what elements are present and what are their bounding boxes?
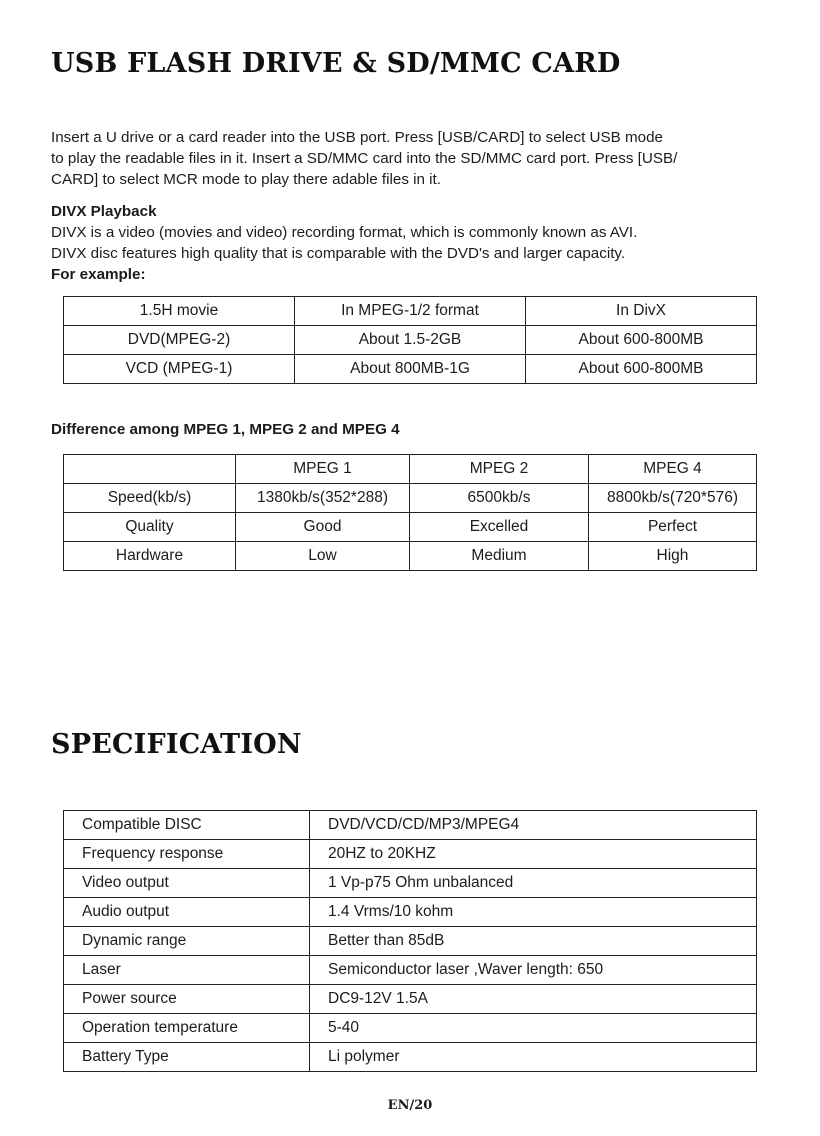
table-cell: In DivX [526,297,757,326]
spec-value: 1 Vp-p75 Ohm unbalanced [310,869,757,898]
spec-label: Compatible DISC [64,811,310,840]
spec-heading: SPECIFICATION [51,729,302,760]
table-row [64,898,757,927]
usb-heading: USB FLASH DRIVE & SD/MMC CARD [51,48,621,79]
table-row [64,956,757,985]
table-cell: 8800kb/s(720*576) [589,484,757,513]
table-cell: In MPEG-1/2 format [295,297,526,326]
table-cell: Excelled [410,513,589,542]
spec-value: Li polymer [310,1043,757,1072]
table-cell: Hardware [64,542,236,571]
spec-value: DC9-12V 1.5A [310,985,757,1014]
spec-label: Laser [64,956,310,985]
spec-value: Semiconductor laser ,Waver length: 650 [310,956,757,985]
usb-intro-line: to play the readable files in it. Insert a SD/MMC card into the SD/MMC card port. Press [USB/ [51,150,678,167]
page-number: EN/20 [387,1098,433,1113]
table-cell [64,455,236,484]
table-row [64,927,757,956]
spec-label: Power source [64,985,310,1014]
table-cell: About 600-800MB [526,326,757,355]
spec-value: DVD/VCD/CD/MP3/MPEG4 [310,811,757,840]
table-cell: MPEG 2 [410,455,589,484]
spec-value: 20HZ to 20KHZ [310,840,757,869]
table-cell: 6500kb/s [410,484,589,513]
table-row [64,542,757,571]
spec-label: Audio output [64,898,310,927]
divx-line: DIVX disc features high quality that is comparable with the DVD's and larger capacity. [51,245,626,262]
table-cell: About 800MB-1G [295,355,526,384]
divx-line: DIVX is a video (movies and video) recording format, which is commonly known as AVI. [51,224,638,241]
table-row [64,484,757,513]
mpeg-heading: Difference among MPEG 1, MPEG 2 and MPEG 4 [51,421,400,438]
table-cell: MPEG 4 [589,455,757,484]
table-cell: MPEG 1 [236,455,410,484]
table-row [64,513,757,542]
table-cell: Medium [410,542,589,571]
spec-label: Video output [64,869,310,898]
spec-label: Dynamic range [64,927,310,956]
table-row [64,326,757,355]
divx-section [51,201,771,285]
table-cell: Quality [64,513,236,542]
spec-label: Operation temperature [64,1014,310,1043]
example-label: For example: [51,266,146,283]
table-row [64,455,757,484]
divx-table [63,296,757,384]
divx-heading: DIVX Playback [51,203,157,220]
table-row [64,1014,757,1043]
mpeg-table [63,454,757,571]
table-cell: About 1.5-2GB [295,326,526,355]
table-row [64,811,757,840]
table-cell: Good [236,513,410,542]
table-row [64,840,757,869]
spec-value: Better than 85dB [310,927,757,956]
spec-value: 1.4 Vrms/10 kohm [310,898,757,927]
usb-intro-line: Insert a U drive or a card reader into the USB port. Press [USB/CARD] to select USB mode [51,129,663,146]
spec-value: 5-40 [310,1014,757,1043]
table-row [64,869,757,898]
table-row [64,1043,757,1072]
spec-label: Frequency response [64,840,310,869]
table-row [64,985,757,1014]
table-cell: About 600-800MB [526,355,757,384]
usb-intro-line: CARD] to select MCR mode to play there adable files in it. [51,171,441,188]
table-cell: 1380kb/s(352*288) [236,484,410,513]
table-cell: VCD (MPEG-1) [64,355,295,384]
spec-table [63,810,757,1072]
table-row [64,297,757,326]
table-cell: High [589,542,757,571]
table-cell: Perfect [589,513,757,542]
table-cell: 1.5H movie [64,297,295,326]
spec-label: Battery Type [64,1043,310,1072]
table-cell: Speed(kb/s) [64,484,236,513]
table-cell: DVD(MPEG-2) [64,326,295,355]
usb-intro [51,127,771,190]
table-cell: Low [236,542,410,571]
table-row [64,355,757,384]
